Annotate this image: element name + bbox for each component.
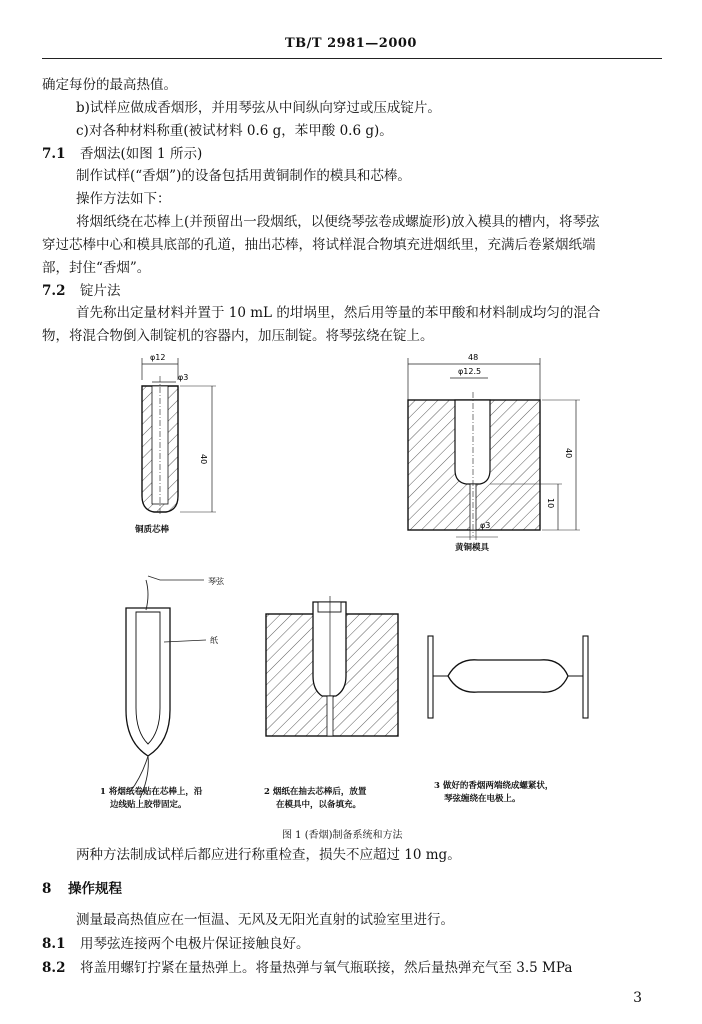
after-figure-line: 两种方法制成试样后都应进行称重检查，损失不应超过 10 mg。 [76,847,461,863]
body-line-1: 确定每份的最高热值。 [42,77,177,93]
step-1-caption-line-1: 1 将烟纸卷贴在芯棒上，沿 [100,787,203,797]
section-7-1-number: 7.1 [42,146,66,162]
figure-caption: 图 1 (香烟)制备系统和方法 [282,830,403,841]
rod-dim-outer: φ12 [150,353,166,362]
brass-rod-drawing [142,353,216,516]
section-8-2-number: 8.2 [42,960,66,976]
section-8-1-text: 用琴弦连接两个电极片保证接触良好。 [80,936,310,952]
section-8-p1: 测量最高热值应在一恒温、无风及无阳光直射的试验室里进行。 [76,912,454,928]
mold-dim-bottom: 10 [546,498,555,509]
mold-dim-height: 40 [564,448,573,459]
step-3-caption-line-1: 3 做好的香烟两端绕成螺紧状， [434,781,554,791]
body-line-3: c)对各种材料称重(被试材料 0.6 g，苯甲酸 0.6 g)。 [76,123,393,139]
step-3-caption-line-2: 琴弦缠绕在电极上。 [444,794,521,804]
figure-1-drawing [0,340,702,820]
section-7-1-p3a: 将烟纸绕在芯棒上(并预留出一段烟纸，以便绕琴弦卷成螺旋形)放入模具的槽内，将琴弦 [76,214,600,230]
section-7-1-p2: 操作方法如下： [76,191,171,207]
section-8-title: 操作规程 [68,881,122,897]
mold-dim-hole: φ3 [480,521,491,530]
mold-dim-bore: φ12.5 [458,367,482,376]
body-line-2: b)试样应做成香烟形，并用琴弦从中间纵向穿过或压成锭片。 [76,100,441,116]
rod-dim-height: 40 [199,454,208,465]
section-8-1-number: 8.1 [42,936,66,952]
label-string: 琴弦 [208,577,224,586]
section-7-2-p1b: 物，将混合物倒入制锭机的容器内，加压制锭。将琴弦绕在锭上。 [42,328,434,344]
section-7-1-title: 香烟法(如图 1 所示) [80,146,203,162]
page-header: TB/T 2981—2000 [285,36,417,51]
step-3-drawing [428,636,588,718]
step-2-caption-line-2: 在模具中，以备填充。 [276,800,362,810]
step-2-caption-line-1: 2 烟纸在抽去芯棒后，放置 [264,787,367,797]
section-7-1-p3c: 部，封住“香烟”。 [42,260,151,276]
section-7-1-p1: 制作试样(“香烟”)的设备包括用黄铜制作的模具和芯棒。 [76,168,411,184]
rod-dim-inner: φ3 [178,373,189,382]
section-7-1-p3b: 穿过芯棒中心和模具底部的孔道，抽出芯棒，将试样混合物填充进烟纸里，充满后卷紧烟纸端 [42,237,596,253]
rod-label: 铜质芯棒 [135,525,170,535]
section-8-number: 8 [42,881,52,897]
brass-mold-drawing [408,353,580,540]
step-1-drawing [126,576,225,798]
step-2-drawing [266,596,398,736]
label-paper: 纸 [210,636,218,645]
section-7-2-number: 7.2 [42,283,66,299]
section-7-2-p1a: 首先称出定量材料并置于 10 mL 的坩埚里，然后用等量的苯甲酸和材料制成均匀的混合 [76,305,601,321]
page-number: 3 [633,990,642,1006]
section-7-2-title: 锭片法 [80,283,121,299]
section-8-2-text: 将盖用螺钉拧紧在量热弹上。将量热弹与氧气瓶联接，然后量热弹充气至 3.5 MPa [80,960,573,976]
mold-dim-width: 48 [468,353,479,362]
step-1-caption-line-2: 边线贴上胶带固定。 [110,800,187,810]
header-rule [42,58,662,59]
mold-label: 黄铜模具 [455,543,490,553]
